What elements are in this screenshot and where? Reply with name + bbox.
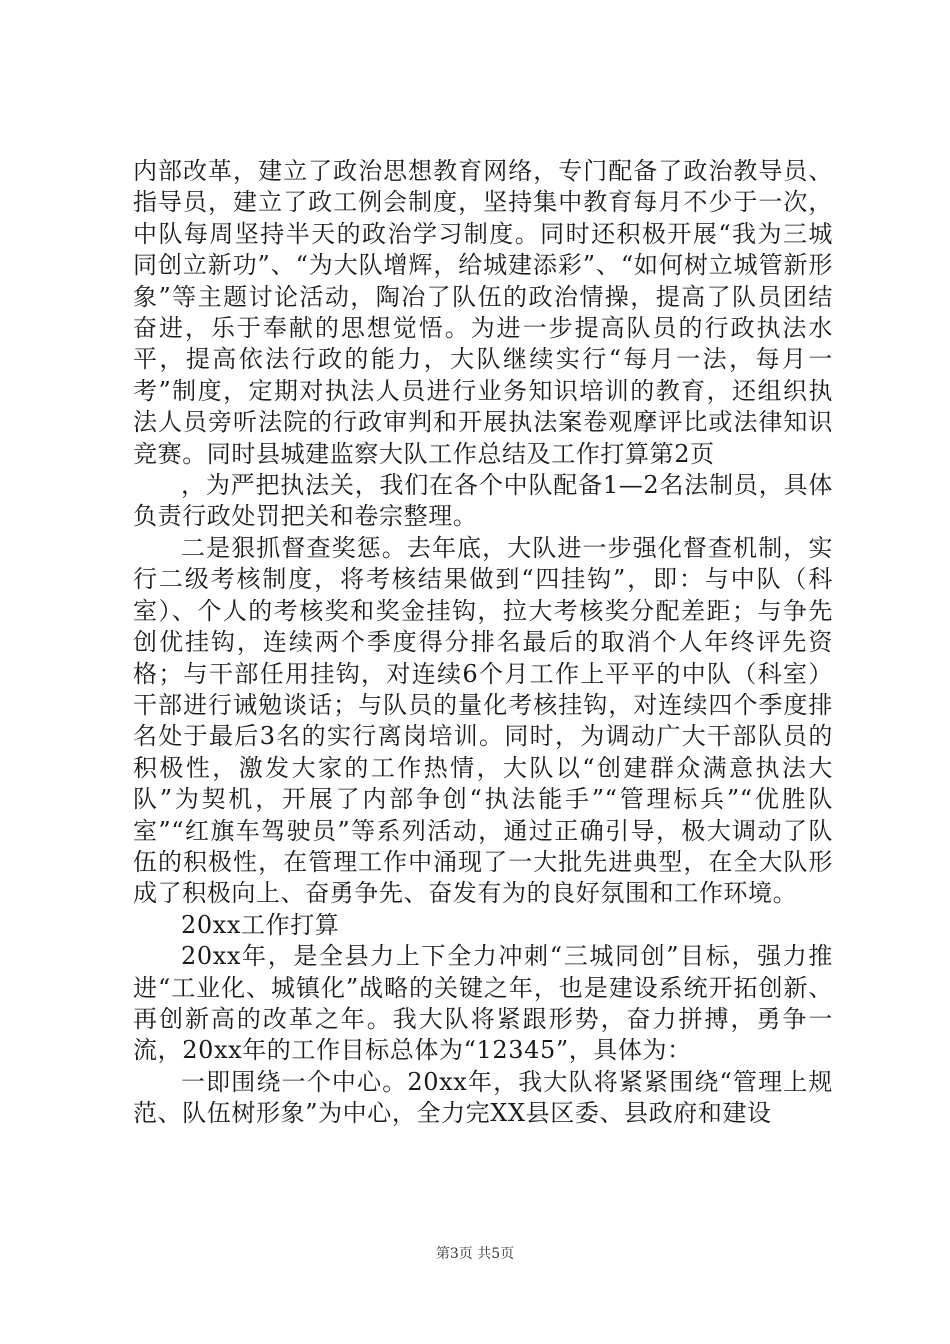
document-body xyxy=(133,156,833,1130)
paragraph-legal-staff: ，为严把执法关，我们在各个中队配备1—2名法制员，具体负责行政处罚把关和卷宗整理。 xyxy=(133,471,833,531)
page-footer: 第3页 共5页 xyxy=(435,1246,515,1262)
paragraph-supervision-rewards: 二是狠抓督查奖惩。去年底，大队进一步强化督查机制，实行二级考核制度，将考核结果做到“四挂钩”，即：与中队（科室）、个人的考核奖和奖金挂钩，拉大考核奖分配差距；与争先创优挂钩，连续两个季度得分排名最后的取消个人年终评先资格；与干部任用挂钩，对连续6个月工作上平平的中队（科室）干部进行诫勉谈话；与队员的量化考核挂钩，对连续四个季度排名处于最后3名的实行离岗培训。同时，为调动广大干部队员的积极性，激发大家的工作热情，大队以“创建群众满意执法大队”为契机，开展了内部争创“执法能手”“管理标兵”“优胜队室”“红旗车驾驶员”等系列活动，通过正确引导，极大调动了队伍的积极性，在管理工作中涌现了一大批先进典型，在全大队形成了积极向上、奋勇争先、奋发有为的良好氛围和工作环境。 xyxy=(133,533,833,908)
paragraph-plan-overview: 20xx年，是全县力上下全力冲刺“三城同创”目标，强力推进“工业化、城镇化”战略的关键之年，也是建设系统开拓创新、再创新高的改革之年。我大队将紧跟形势，奋力拼搏，勇争一流，20xx年的工作目标总体为“12345”，具体为： xyxy=(133,942,833,1065)
section-heading-work-plan: 20xx工作打算 xyxy=(181,910,340,939)
paragraph-political-education: 内部改革，建立了政治思想教育网络，专门配备了政治教导员、指导员，建立了政工例会制度，坚持集中教育每月不少于一次，中队每周坚持半天的政治学习制度。同时还积极开展“我为三城同创立新功”、“为大队增辉，给城建添彩”、“如何树立城管新形象”等主题讨论活动，陶冶了队伍的政治情操，提高了队员团结奋进，乐于奉献的思想觉悟。为进一步提高队员的行政执法水平，提高依法行政的能力，大队继续实行“每月一法，每月一考”制度，定期对执法人员进行业务知识培训的教育，还组织执法人员旁听法院的行政审判和开展执法案卷观摩评比或法律知识竞赛。同时县城建监察大队工作总结及工作打算第2页 xyxy=(133,157,833,468)
paragraph-one-center: 一即围绕一个中心。20xx年，我大队将紧紧围绕“管理上规范、队伍树形象”为中心，全力完XX县区委、县政府和建设 xyxy=(133,1067,833,1128)
